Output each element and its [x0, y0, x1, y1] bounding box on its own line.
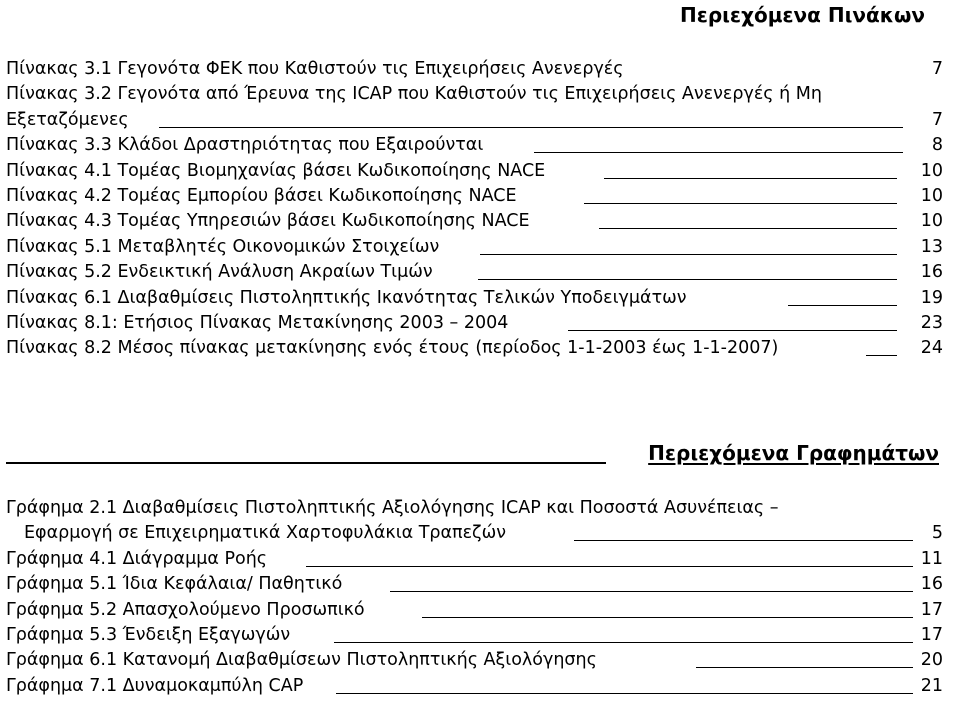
- dot-leader: [390, 591, 913, 592]
- dot-leader: [159, 127, 903, 128]
- toc-entry-title: Πίνακας 3.1 Γεγονότα ΦΕΚ που Καθιστούν τις Επιχειρήσεις Ανενεργές: [6, 59, 624, 79]
- toc-entry-page: 16: [920, 574, 943, 595]
- toc-entry-title: Πίνακας 3.2 Γεγονότα από Έρευνα της ICAP που Καθιστούν τις Επιχειρήσεις Ανενεργές ή Μη: [6, 84, 822, 105]
- toc-entry[interactable]: [6, 598, 943, 623]
- dot-leader: [534, 152, 903, 153]
- toc-entry-title: Πίνακας 8.1: Ετήσιος Πίνακας Μετακίνησης 2003 – 2004: [6, 312, 509, 333]
- toc-entry[interactable]: [6, 674, 943, 699]
- toc-entry-title: Πίνακας 4.1 Τομέας Βιομηχανίας βάσει Κωδικοποίησης NACE: [6, 160, 546, 181]
- toc-entry-title: Πίνακας 8.2 Μέσος πίνακας μετακίνησης ενός έτους (περίοδος 1-1-2003 έως 1-1-2007): [6, 338, 779, 359]
- toc-entry-title: Γράφημα 2.1 Διαβαθμίσεις Πιστοληπτικής Αξιολόγησης ICAP και Ποσοστά Ασυνέπειας –: [6, 498, 779, 518]
- toc-entry-title: Γράφημα 5.3 Ένδειξη Εξαγωγών: [6, 624, 291, 645]
- toc-entry[interactable]: [6, 184, 943, 209]
- toc-entry-title: Πίνακας 6.1 Διαβαθμίσεις Πιστοληπτικής Ικανότητας Τελικών Υποδειγμάτων: [6, 287, 687, 308]
- toc-entry[interactable]: [6, 260, 943, 285]
- toc-entry-page: 5: [931, 523, 943, 544]
- toc-entry-page: 24: [920, 338, 943, 359]
- dot-leader: [788, 305, 897, 306]
- toc-entry-title: Πίνακας 5.1 Μεταβλητές Οικονομικών Στοιχείων: [6, 236, 440, 257]
- toc-entry-title: Πίνακας 4.2 Τομέας Εμπορίου βάσει Κωδικοποίησης NACE: [6, 185, 517, 206]
- dot-leader: [696, 667, 913, 668]
- dot-leader: [336, 693, 913, 694]
- dot-leader: [568, 330, 897, 331]
- toc-entry-title: Εφαρμογή σε Επιχειρηματικά Χαρτοφυλάκια Τραπεζών: [24, 523, 507, 544]
- toc-entry[interactable]: [6, 133, 943, 158]
- toc-entry-continuation[interactable]: [6, 521, 943, 546]
- charts-toc-heading: Περιεχόμενα Γραφημάτων: [648, 441, 939, 465]
- toc-entry-title: Γράφημα 5.2 Απασχολούμενο Προσωπικό: [6, 599, 365, 620]
- dot-leader: [574, 540, 913, 541]
- toc-entry-title: Πίνακας 5.2 Ενδεικτική Ανάλυση Ακραίων Τιμών: [6, 262, 433, 283]
- toc-entry[interactable]: [6, 235, 943, 260]
- toc-entry[interactable]: [6, 336, 943, 361]
- dot-leader: [584, 203, 897, 204]
- toc-entry-title: Γράφημα 6.1 Κατανομή Διαβαθμίσεων Πιστοληπτικής Αξιολόγησης: [6, 650, 597, 671]
- toc-entry-page: 13: [920, 236, 943, 257]
- toc-entry-page: 11: [920, 548, 943, 569]
- toc-entry-page: 8: [931, 135, 943, 156]
- toc-entry-title: Πίνακας 4.3 Τομέας Υπηρεσιών βάσει Κωδικοποίησης NACE: [6, 211, 530, 232]
- toc-entry[interactable]: [6, 648, 943, 673]
- toc-entry[interactable]: [6, 57, 943, 82]
- toc-entry-title: Πίνακας 3.3 Κλάδοι Δραστηριότητας που Εξαιρούνται: [6, 135, 484, 156]
- toc-entry-page: 17: [920, 599, 943, 620]
- dot-leader: [422, 617, 913, 618]
- toc-entry-page: 10: [920, 160, 943, 181]
- toc-entry[interactable]: [6, 496, 943, 521]
- toc-entry-page: 19: [920, 287, 943, 308]
- toc-entry[interactable]: [6, 209, 943, 234]
- dot-leader: [866, 355, 897, 356]
- toc-entry-continuation[interactable]: [6, 108, 943, 133]
- toc-entry-page: 7: [931, 109, 943, 130]
- tables-toc-list: [6, 57, 943, 362]
- toc-entry-page: 17: [920, 624, 943, 645]
- charts-toc-list: [6, 496, 943, 699]
- toc-entry-page: 20: [920, 650, 943, 671]
- toc-entry-page: 10: [920, 185, 943, 206]
- toc-entry-title: Γράφημα 4.1 Διάγραμμα Ροής: [6, 548, 268, 569]
- dot-leader: [306, 566, 913, 567]
- tables-toc-heading: Περιεχόμενα Πινάκων: [679, 3, 925, 27]
- toc-entry[interactable]: [6, 286, 943, 311]
- dot-leader: [604, 178, 897, 179]
- toc-entry-page: 23: [920, 312, 943, 333]
- heading-underline-rule: [6, 462, 606, 464]
- toc-entry[interactable]: [6, 547, 943, 572]
- toc-entry-title: Γράφημα 7.1 Δυναμοκαμπύλη CAP: [6, 675, 304, 696]
- toc-entry-page: 10: [920, 211, 943, 232]
- toc-entry[interactable]: [6, 311, 943, 336]
- dot-leader: [480, 254, 897, 255]
- toc-entry-page: 7: [931, 59, 943, 79]
- dot-leader: [599, 228, 897, 229]
- dot-leader: [334, 642, 913, 643]
- dot-leader: [478, 279, 897, 280]
- toc-entry[interactable]: [6, 159, 943, 184]
- toc-entry[interactable]: [6, 82, 943, 107]
- toc-entry-title: Εξεταζόμενες: [6, 109, 129, 130]
- toc-entry[interactable]: [6, 572, 943, 597]
- toc-entry[interactable]: [6, 623, 943, 648]
- toc-entry-title: Γράφημα 5.1 Ίδια Κεφάλαια/ Παθητικό: [6, 574, 343, 595]
- toc-entry-page: 21: [920, 675, 943, 696]
- toc-entry-page: 16: [920, 262, 943, 283]
